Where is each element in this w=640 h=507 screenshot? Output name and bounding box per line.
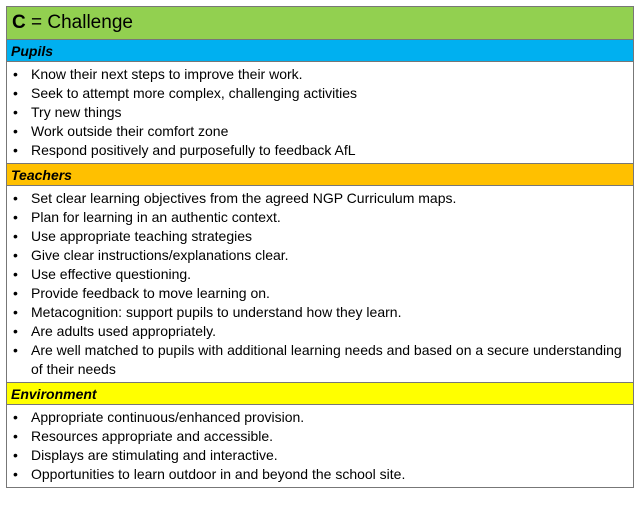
pupils-heading: Pupils xyxy=(11,42,54,59)
list-item xyxy=(7,246,633,265)
list-item xyxy=(7,322,633,341)
list-item xyxy=(7,208,633,227)
title-text: = Challenge xyxy=(25,12,133,33)
list-item-text: Are adults used appropriately. xyxy=(31,323,216,339)
bullet-icon: • xyxy=(13,428,18,444)
title-letter: C xyxy=(12,12,26,33)
bullet-icon: • xyxy=(13,266,18,282)
teachers-heading: Teachers xyxy=(11,166,72,183)
bullet-icon: • xyxy=(13,285,18,301)
bullet-icon: • xyxy=(13,123,18,139)
list-item-text: Use effective questioning. xyxy=(31,266,192,282)
list-item xyxy=(7,103,633,122)
list-item xyxy=(7,227,633,246)
bullet-icon: • xyxy=(13,247,18,263)
section-heading-pupils xyxy=(7,40,633,62)
list-item xyxy=(7,408,633,427)
challenge-table xyxy=(6,6,634,488)
bullet-icon: • xyxy=(13,342,18,358)
list-item xyxy=(7,122,633,141)
list-item-text: Use appropriate teaching strategies xyxy=(31,228,253,244)
table-title xyxy=(7,7,633,40)
bullet-icon: • xyxy=(13,466,18,482)
bullet-icon: • xyxy=(13,209,18,225)
list-item xyxy=(7,189,633,208)
list-item-text: Set clear learning objectives from the agreed NGP Curriculum maps. xyxy=(31,190,457,206)
list-item-text: Resources appropriate and accessible. xyxy=(31,428,274,444)
bullet-icon: • xyxy=(13,323,18,339)
environment-heading: Environment xyxy=(11,385,97,402)
teachers-list xyxy=(7,186,633,382)
bullet-icon: • xyxy=(13,142,18,158)
list-item-text: Opportunities to learn outdoor in and beyond the school site. xyxy=(31,466,406,482)
bullet-icon: • xyxy=(13,190,18,206)
list-item-text: Try new things xyxy=(31,104,122,120)
section-heading-teachers xyxy=(7,164,633,186)
list-item-text: Give clear instructions/explanations clear. xyxy=(31,247,289,263)
list-item xyxy=(7,303,633,322)
bullet-icon: • xyxy=(13,409,18,425)
list-item-text: Appropriate continuous/enhanced provision. xyxy=(31,409,305,425)
list-item xyxy=(7,265,633,284)
section-body-environment xyxy=(7,405,633,487)
list-item xyxy=(7,84,633,103)
list-item-text: Work outside their comfort zone xyxy=(31,123,229,139)
list-item xyxy=(7,465,633,484)
list-item xyxy=(7,341,633,379)
bullet-icon: • xyxy=(13,447,18,463)
list-item-text: Metacognition: support pupils to understand how they learn. xyxy=(31,304,402,320)
list-item-text: Provide feedback to move learning on. xyxy=(31,285,270,301)
list-item-text: Are well matched to pupils with additional learning needs and based on a secure understanding of their needs xyxy=(31,342,622,377)
list-item-text: Respond positively and purposefully to feedback AfL xyxy=(31,142,356,158)
list-item-text: Know their next steps to improve their work. xyxy=(31,66,303,82)
list-item xyxy=(7,65,633,84)
section-body-teachers xyxy=(7,186,633,383)
list-item-text: Plan for learning in an authentic context. xyxy=(31,209,281,225)
bullet-icon: • xyxy=(13,85,18,101)
list-item xyxy=(7,427,633,446)
list-item-text: Seek to attempt more complex, challenging activities xyxy=(31,85,358,101)
list-item xyxy=(7,141,633,160)
bullet-icon: • xyxy=(13,228,18,244)
section-body-pupils xyxy=(7,62,633,164)
list-item xyxy=(7,446,633,465)
list-item xyxy=(7,284,633,303)
environment-list xyxy=(7,405,633,487)
bullet-icon: • xyxy=(13,104,18,120)
section-heading-environment xyxy=(7,383,633,405)
bullet-icon: • xyxy=(13,304,18,320)
pupils-list xyxy=(7,62,633,163)
list-item-text: Displays are stimulating and interactive. xyxy=(31,447,278,463)
bullet-icon: • xyxy=(13,66,18,82)
